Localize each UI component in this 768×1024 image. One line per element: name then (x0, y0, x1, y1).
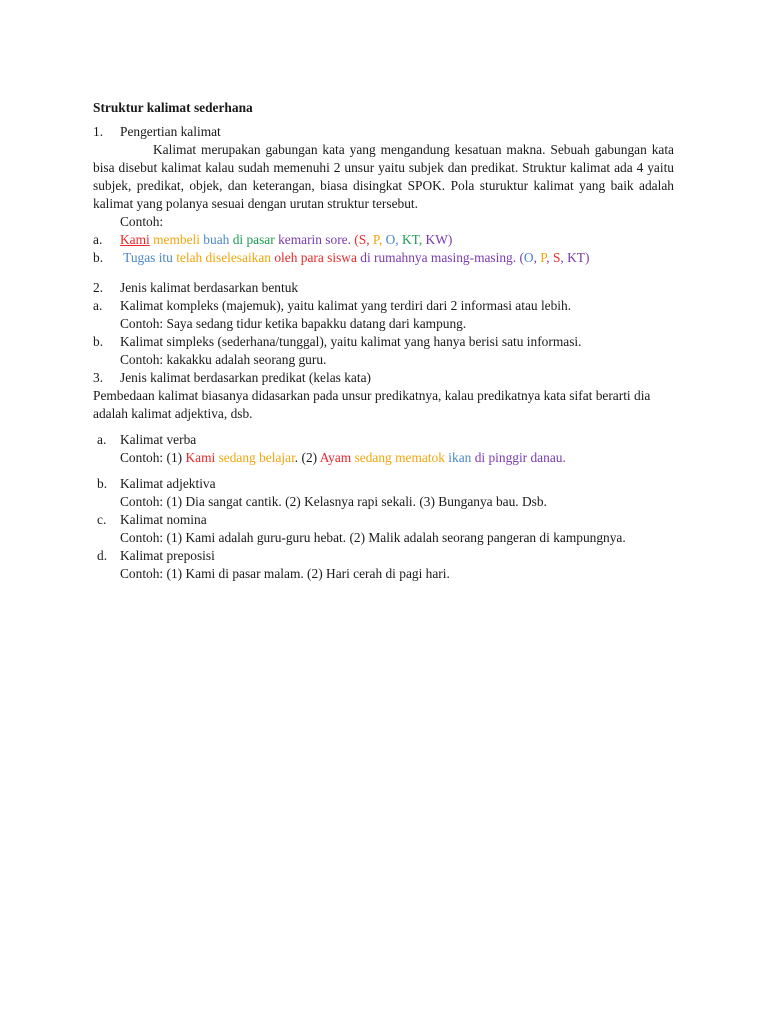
item-example: Contoh: (1) Kami adalah guru-guru hebat. (2) Malik adalah seorang pangeran di kampungnya. (120, 530, 626, 545)
list-marker: a. (97, 432, 107, 447)
place-phrase: di rumahnya masing-masing. (356, 250, 517, 265)
section-1-heading (93, 123, 674, 141)
label-p: P (540, 250, 547, 265)
item-example: Contoh: (1) Kami sedang belajar. (2) Ayam sedang mematok ikan di pinggir danau. (120, 450, 566, 465)
section-heading-text: Pengertian kalimat (120, 124, 221, 139)
list-item-adjektiva (93, 475, 674, 511)
subject-word: Kami (120, 232, 150, 247)
list-marker: b. (93, 334, 104, 349)
label-o: O (385, 232, 396, 247)
contoh-label: Contoh: (120, 214, 164, 229)
predicate-word: sedang belajar (215, 450, 295, 465)
list-marker: b. (93, 250, 104, 265)
list-marker: b. (97, 476, 108, 491)
item-text: Kalimat kompleks (majemuk), yaitu kalimat yang terdiri dari 2 informasi atau lebih. (120, 298, 572, 313)
list-number: 2. (93, 280, 104, 295)
item-text: Kalimat adjektiva (120, 476, 216, 491)
list-item-nomina (93, 511, 674, 547)
item-text: Kalimat preposisi (120, 548, 215, 563)
subject-word: Ayam (319, 450, 352, 465)
list-marker: d. (97, 548, 108, 563)
list-item-preposisi (93, 547, 674, 583)
section-heading-text: Jenis kalimat berdasarkan bentuk (120, 280, 299, 295)
label-kw: KW (425, 232, 448, 247)
place-phrase: di pinggir danau (471, 450, 563, 465)
section-2-heading (93, 279, 674, 297)
object-word: buah (199, 232, 230, 247)
predicate-word: sedang mematok (351, 450, 445, 465)
subject-word: Kami (185, 450, 216, 465)
list-item-a (93, 297, 674, 333)
predicate-word: membeli (149, 232, 200, 247)
label-p: P (372, 232, 379, 247)
document-title: Struktur kalimat sederhana (93, 100, 253, 115)
example-a: a. Kami membeli buah di pasar kemarin sore. (S, P, O, KT, KW) (93, 232, 453, 247)
place-word: di pasar (229, 232, 275, 247)
list-number: 1. (93, 124, 104, 139)
item-text: Kalimat nomina (120, 512, 207, 527)
subject-phrase: oleh para siswa (271, 250, 357, 265)
item-example: Contoh: (1) Dia sangat cantik. (2) Kelasnya rapi sekali. (3) Bunganya bau. Dsb. (120, 494, 547, 509)
section-3-paragraph: Pembedaan kalimat biasanya didasarkan pada unsur predikatnya, kalau predikatnya kata sifat berarti dia adalah kalimat adjektiva, dsb. (93, 388, 651, 421)
item-text: Kalimat verba (120, 432, 197, 447)
label-o: O (523, 250, 534, 265)
list-item-b (93, 333, 674, 369)
label-kt: KT (401, 232, 419, 247)
object-word: ikan (444, 450, 472, 465)
item-text: Kalimat simpleks (sederhana/tunggal), yaitu kalimat yang hanya berisi satu informasi. (120, 334, 582, 349)
example-b: b. Tugas itu telah diselesaikan oleh para siswa di rumahnya masing-masing. (O, P, S, KT) (93, 250, 590, 265)
section-3-heading (93, 369, 674, 387)
document-page (93, 99, 674, 583)
label-s: S (552, 250, 561, 265)
object-phrase: Tugas itu (120, 250, 173, 265)
label-kt: KT (567, 250, 585, 265)
list-marker: c. (97, 512, 107, 527)
list-marker: a. (93, 298, 103, 313)
list-number: 3. (93, 370, 104, 385)
item-example: Contoh: (1) Kami di pasar malam. (2) Hari cerah di pagi hari. (120, 566, 450, 581)
list-marker: a. (93, 232, 103, 247)
predicate-phrase: telah diselesaikan (172, 250, 272, 265)
list-item-verba (93, 431, 674, 467)
label-s: S (358, 232, 367, 247)
item-example: Contoh: kakakku adalah seorang guru. (120, 352, 327, 367)
item-example: Contoh: Saya sedang tidur ketika bapakku datang dari kampung. (120, 316, 467, 331)
section-1-paragraph: Kalimat merupakan gabungan kata yang mengandung kesatuan makna. Sebuah gabungan kata bisa disebut kalimat kalau sudah memenuhi 2 unsur yaitu subjek dan predikat. Struktur kalimat ada 4 yaitu subjek, predikat, objek, dan keterangan, biasa disingkat SPOK. Pola sturuktur kalimat yang baik adalah kalimat yang polanya sesuai dengan urutan struktur tersebut. (93, 142, 674, 211)
section-heading-text: Jenis kalimat berdasarkan predikat (kelas kata) (120, 370, 371, 385)
time-word: kemarin sore. (274, 232, 351, 247)
